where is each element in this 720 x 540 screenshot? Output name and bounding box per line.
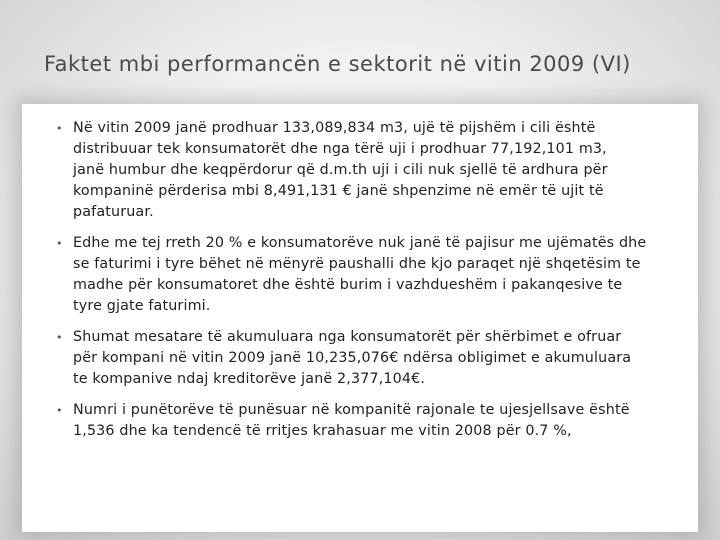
bullet-text-line: Numri i punëtorëve të punësuar në kompanitë rajonale te ujesjellsave është <box>73 402 630 418</box>
bullet-item <box>52 400 687 442</box>
slide-title: Faktet mbi performancën e sektorit në vitin 2009 (VI) <box>44 52 631 76</box>
bullet-text-line: janë humbur dhe keqpërdorur që d.m.th uji i cili nuk sjellë të ardhura për <box>73 162 608 178</box>
bullet-item <box>52 118 687 223</box>
bullet-icon: • <box>56 331 63 344</box>
bullet-icon: • <box>56 404 63 417</box>
bullet-text-line: distribuuar tek konsumatorët dhe nga tërë uji i prodhuar 77,192,101 m3, <box>73 141 607 157</box>
bullet-text-line: pafaturuar. <box>73 204 154 220</box>
bullet-text-line: kompaninë përderisa mbi 8,491,131 € janë shpenzime në emër të ujit të <box>73 183 604 199</box>
bullet-item <box>52 233 687 317</box>
bullet-text-line: Edhe me tej rreth 20 % e konsumatorëve nuk janë të pajisur me ujëmatës dhe <box>73 235 647 251</box>
bullet-text-line: për kompani në vitin 2009 janë 10,235,076€ ndërsa obligimet e akumuluara <box>73 350 632 366</box>
bullet-text-line: tyre gjate faturimi. <box>73 298 211 314</box>
bullet-list <box>52 118 687 452</box>
bullet-text-line: te kompanive ndaj kreditorëve janë 2,377,104€. <box>73 371 426 387</box>
bullet-text-line: madhe për konsumatoret dhe është burim i vazhdueshëm i pakanqesive te <box>73 277 623 293</box>
bullet-icon: • <box>56 237 63 250</box>
bullet-item <box>52 327 687 390</box>
bullet-text-line: 1,536 dhe ka tendencë të rritjes krahasuar me vitin 2008 për 0.7 %, <box>73 423 572 439</box>
bullet-text-line: Në vitin 2009 janë prodhuar 133,089,834 m3, ujë të pijshëm i cili është <box>73 120 596 136</box>
bullet-text-line: se faturimi i tyre bëhet në mënyrë paushalli dhe kjo paraqet një shqetësim te <box>73 256 641 272</box>
bullet-text-line: Shumat mesatare të akumuluara nga konsumatorët për shërbimet e ofruar <box>73 329 622 345</box>
bullet-icon: • <box>56 122 63 135</box>
